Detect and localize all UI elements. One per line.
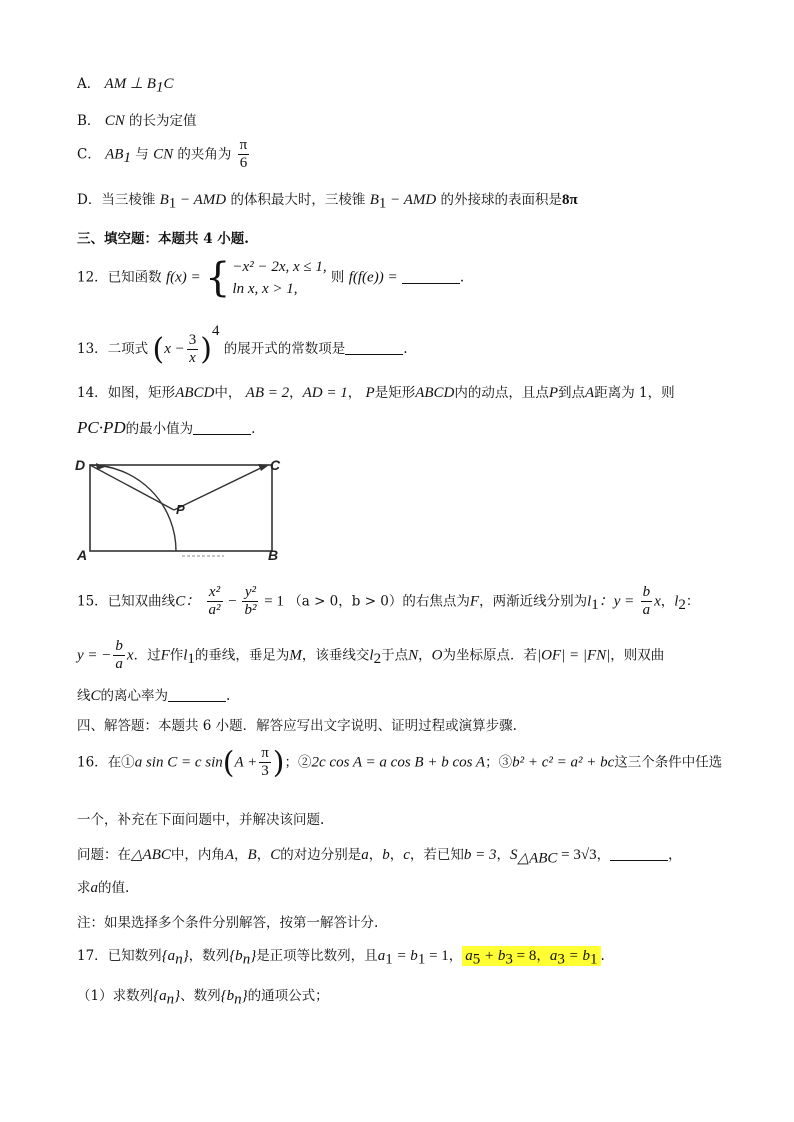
text: ， (418, 647, 432, 664)
math: A + (234, 754, 258, 771)
text: 作 (169, 647, 184, 664)
math: a (361, 847, 369, 863)
text: . (403, 341, 408, 357)
math: b = 3 (463, 847, 497, 863)
piecewise-cases (232, 256, 326, 300)
text: 到点 (558, 385, 586, 401)
math: l (369, 647, 374, 664)
text: （1）求数列 (77, 988, 154, 1004)
math: l (183, 647, 188, 664)
option-c (77, 137, 794, 173)
math: CN (153, 146, 174, 163)
question-17-line-1 (77, 944, 794, 969)
math: C： (175, 593, 201, 610)
math: a sin C = c sin (134, 754, 223, 771)
arrowhead-c (258, 464, 269, 471)
math: {b (229, 948, 243, 964)
question-number: 14． (77, 385, 108, 401)
math: {a (161, 948, 176, 964)
paren: ) (200, 332, 212, 367)
quarter-arc (90, 465, 176, 551)
question-number: 13． (77, 341, 108, 357)
math-sub: 1 (187, 650, 195, 667)
question-14-line-1 (77, 381, 794, 402)
text: 问题：在 (77, 847, 131, 863)
label-p: P (176, 502, 185, 517)
text: ， (448, 948, 463, 964)
text: 的展开式的常数项是 (223, 341, 346, 357)
math: F (469, 593, 480, 610)
answer-blank[interactable] (193, 434, 251, 435)
text: 如图，矩形 (107, 385, 176, 401)
text: ；② (284, 754, 312, 771)
text: ，该垂线交 (301, 647, 370, 664)
case: −x² − 2x, x ≤ 1, (232, 259, 327, 275)
math-sub: 1 (417, 951, 426, 968)
math: a (465, 948, 473, 964)
math: − AMD (176, 192, 227, 208)
math: B (369, 192, 379, 208)
math: B (247, 847, 257, 863)
question-16-line-3 (77, 843, 794, 868)
fraction (207, 584, 223, 620)
label-c: C (270, 457, 281, 473)
math: = b (392, 948, 418, 964)
text: ， (660, 593, 675, 610)
math: x − (164, 341, 185, 357)
fraction-num: x² (207, 584, 223, 602)
fraction-num: π (238, 137, 250, 155)
fraction (259, 745, 271, 781)
math-sub: 1 (168, 195, 177, 212)
text: ， (668, 847, 682, 863)
math-sub: 2 (373, 650, 382, 667)
text: ， (389, 847, 404, 863)
text: . (226, 688, 231, 704)
label-d: D (75, 457, 86, 473)
math: C (90, 688, 101, 704)
text: 的夹角为 (177, 146, 232, 163)
text: ， (368, 847, 383, 863)
math: a (90, 880, 98, 896)
text: 距离为 1，则 (594, 385, 675, 401)
text: 在① (107, 754, 135, 771)
question-14-line-2 (77, 417, 794, 438)
math: f(x) = (165, 269, 201, 286)
math: N (408, 647, 419, 664)
text: . (600, 948, 605, 964)
math-sub: n (234, 991, 242, 1008)
text: ；③ (485, 754, 513, 771)
text: ， (496, 847, 511, 863)
case: ln x, x > 1, (232, 281, 298, 297)
math-sub: 3 (505, 951, 513, 968)
label-a: A (77, 547, 88, 563)
math: AB = 2 (245, 385, 290, 401)
option-label: B． (77, 113, 101, 129)
math-sub: 3 (557, 951, 565, 968)
math: AD = 1 (302, 385, 348, 401)
math-sub: 2 (678, 596, 686, 613)
fraction-den: 6 (239, 155, 248, 172)
option-label: D． (77, 192, 102, 208)
option-label: A． (77, 76, 101, 92)
math: PC·PD (77, 418, 126, 437)
math: AM ⊥ B (104, 76, 156, 92)
question-number: 16． (77, 754, 108, 771)
math: B (159, 192, 169, 208)
text: 中，内角 (170, 847, 225, 863)
math-sub: 5 (472, 951, 481, 968)
answer-blank[interactable] (168, 701, 226, 702)
math: F (160, 647, 170, 664)
text: ，数列 (188, 948, 230, 964)
answer-blank[interactable] (345, 354, 403, 355)
fraction-den: x (189, 350, 196, 366)
math: {a (153, 988, 167, 1004)
text: ， (536, 948, 550, 964)
text: 二项式 (107, 341, 149, 357)
math: y = − (77, 647, 112, 664)
section-heading-answer: 四、解答题：本题共 6 小题．解答应写出文字说明、证明过程或演算步骤. (77, 718, 517, 734)
fraction-den: b² (244, 602, 257, 619)
paren: ) (272, 745, 285, 781)
question-number: 15． (77, 593, 108, 610)
math: = 3√3 (557, 847, 597, 863)
text: （a > 0，b > 0） (288, 593, 403, 610)
math: △ABC (131, 847, 171, 863)
section-heading-fill-blank: 三、填空题：本题共 4 小题. (77, 231, 249, 247)
option-b (77, 109, 794, 130)
option-label: C． (77, 146, 101, 163)
question-number: 17． (77, 948, 108, 964)
math: 8π (562, 192, 578, 208)
text: 当三棱锥 (101, 192, 156, 208)
text: . (459, 269, 465, 286)
fraction (187, 332, 199, 368)
text: 的体积最大时，三棱锥 (230, 192, 366, 208)
text: 中， (214, 385, 242, 401)
fraction-num: b (113, 638, 125, 656)
math: a (549, 948, 558, 964)
math-sub: 1 (385, 951, 393, 968)
fraction-den: 3 (261, 763, 269, 780)
text: 的通项公式； (247, 988, 329, 1004)
math: A (585, 385, 595, 401)
math: = b (564, 948, 590, 964)
text: 的最小值为 (125, 421, 194, 437)
question-16-line-1 (77, 745, 794, 781)
fraction-num: y² (242, 584, 258, 602)
text: 内的动点，且点 (454, 385, 549, 401)
math: |OF| = |FN| (536, 647, 611, 664)
math: b² + c² = a² + bc (512, 754, 615, 771)
math: c (403, 847, 410, 863)
fraction (242, 584, 258, 620)
math: l (674, 593, 679, 610)
exponent: 4 (211, 323, 220, 339)
paren: ( (222, 745, 235, 781)
fraction-num: 3 (187, 332, 199, 350)
text: ， (289, 385, 303, 401)
fraction-den: a (115, 656, 123, 673)
text: ．过 (133, 647, 161, 664)
option-a (77, 72, 794, 97)
question-15-line-2 (77, 638, 794, 674)
math: = 1 (425, 948, 449, 964)
question-16-line-4 (77, 876, 794, 897)
math: } (241, 988, 248, 1004)
segment-pc (174, 465, 267, 510)
question-13 (77, 323, 794, 367)
math: = 1 (260, 593, 284, 610)
question-number: 12． (77, 269, 108, 286)
question-12 (77, 256, 794, 300)
paren: ( (152, 332, 165, 367)
text: ， (234, 847, 248, 863)
option-d (77, 188, 794, 213)
math: − AMD (386, 192, 437, 208)
math: x (126, 647, 134, 664)
math: ：y = (598, 593, 635, 610)
text: . (251, 421, 256, 437)
text: 线 (77, 688, 91, 704)
text: ，若已知 (409, 847, 464, 863)
math: C (270, 847, 281, 863)
math-sub: 1 (378, 195, 387, 212)
math: P (365, 385, 375, 401)
question-17-part-1 (77, 984, 794, 1009)
rectangle-figure (74, 452, 294, 564)
text: 、数列 (180, 988, 221, 1004)
text: 的长为定值 (129, 113, 197, 129)
fraction (113, 638, 125, 674)
text: 已知函数 (107, 269, 162, 286)
text: 的右焦点为 (402, 593, 470, 610)
math: CN (104, 113, 125, 129)
math: l (587, 593, 592, 610)
label-b: B (268, 547, 279, 563)
math-sub: 1 (591, 596, 599, 613)
math: P (548, 385, 559, 401)
brace: { (204, 255, 231, 301)
math: = 8 (512, 948, 537, 964)
math: x (654, 593, 661, 610)
math: A (224, 847, 235, 863)
fraction-den: a (642, 602, 651, 619)
math: S (510, 847, 518, 863)
text: 是正项等比数列，且 (256, 948, 378, 964)
math: O (431, 647, 443, 664)
math-sub: 1 (123, 149, 131, 166)
text: 的外接球的表面积是 (440, 192, 563, 208)
question-16-line-2: 一个，补充在下面问题中，并解决该问题. (77, 812, 325, 828)
fraction-num: π (259, 745, 271, 763)
question-16-note: 注：如果选择多个条件分别解答，按第一解答计分. (77, 915, 379, 931)
text: 的垂线，垂足为 (194, 647, 290, 664)
text: ： (685, 593, 700, 610)
arrowhead-d (96, 463, 105, 470)
text: 这三个条件中任选 (614, 754, 723, 771)
math-sub: 1 (590, 951, 598, 968)
text: 与 (135, 146, 149, 163)
text: ，则双曲 (610, 647, 665, 664)
text: 求 (77, 880, 91, 896)
math: } (182, 948, 189, 964)
math: ABCD (415, 385, 455, 401)
math: b (382, 847, 390, 863)
math: − (224, 593, 241, 610)
text: 是矩形 (374, 385, 416, 401)
math: M (289, 647, 302, 664)
math-sub: 1 (155, 79, 164, 96)
text: 为坐标原点．若 (442, 647, 537, 664)
answer-blank[interactable] (402, 283, 460, 284)
answer-blank[interactable] (610, 860, 668, 861)
text: 的值. (98, 880, 130, 896)
math: } (250, 948, 257, 964)
text: ， (347, 385, 362, 401)
math-sub: n (166, 991, 175, 1008)
math: + b (480, 948, 506, 964)
text: 的对边分别是 (280, 847, 362, 863)
math: {b (220, 988, 235, 1004)
fraction (641, 584, 653, 620)
math: a (377, 948, 386, 964)
text: ， (596, 847, 611, 863)
math: 2c cos A = a cos B + b cos A (311, 754, 486, 771)
text: 于点 (381, 647, 409, 664)
question-15-line-3 (77, 684, 794, 705)
text: 的离心率为 (100, 688, 169, 704)
fraction-den: a² (208, 602, 221, 619)
math-sub: △ABC (517, 850, 558, 867)
text: 已知双曲线 (107, 593, 176, 610)
fraction (238, 137, 250, 173)
question-15-line-1 (77, 584, 794, 620)
math-sub: n (242, 951, 251, 968)
text: 则 (330, 269, 345, 286)
math-sub: n (175, 951, 183, 968)
text: 已知数列 (107, 948, 162, 964)
text: ， (256, 847, 271, 863)
fraction-num: b (641, 584, 653, 602)
math: C (163, 76, 174, 92)
math: AB (105, 146, 124, 163)
text: ，两渐近线分别为 (479, 593, 588, 610)
segment-pd (90, 465, 174, 510)
highlighted-condition (462, 946, 600, 966)
math: f(f(e)) = (348, 269, 398, 286)
math: } (174, 988, 181, 1004)
math: ABCD (175, 385, 215, 401)
